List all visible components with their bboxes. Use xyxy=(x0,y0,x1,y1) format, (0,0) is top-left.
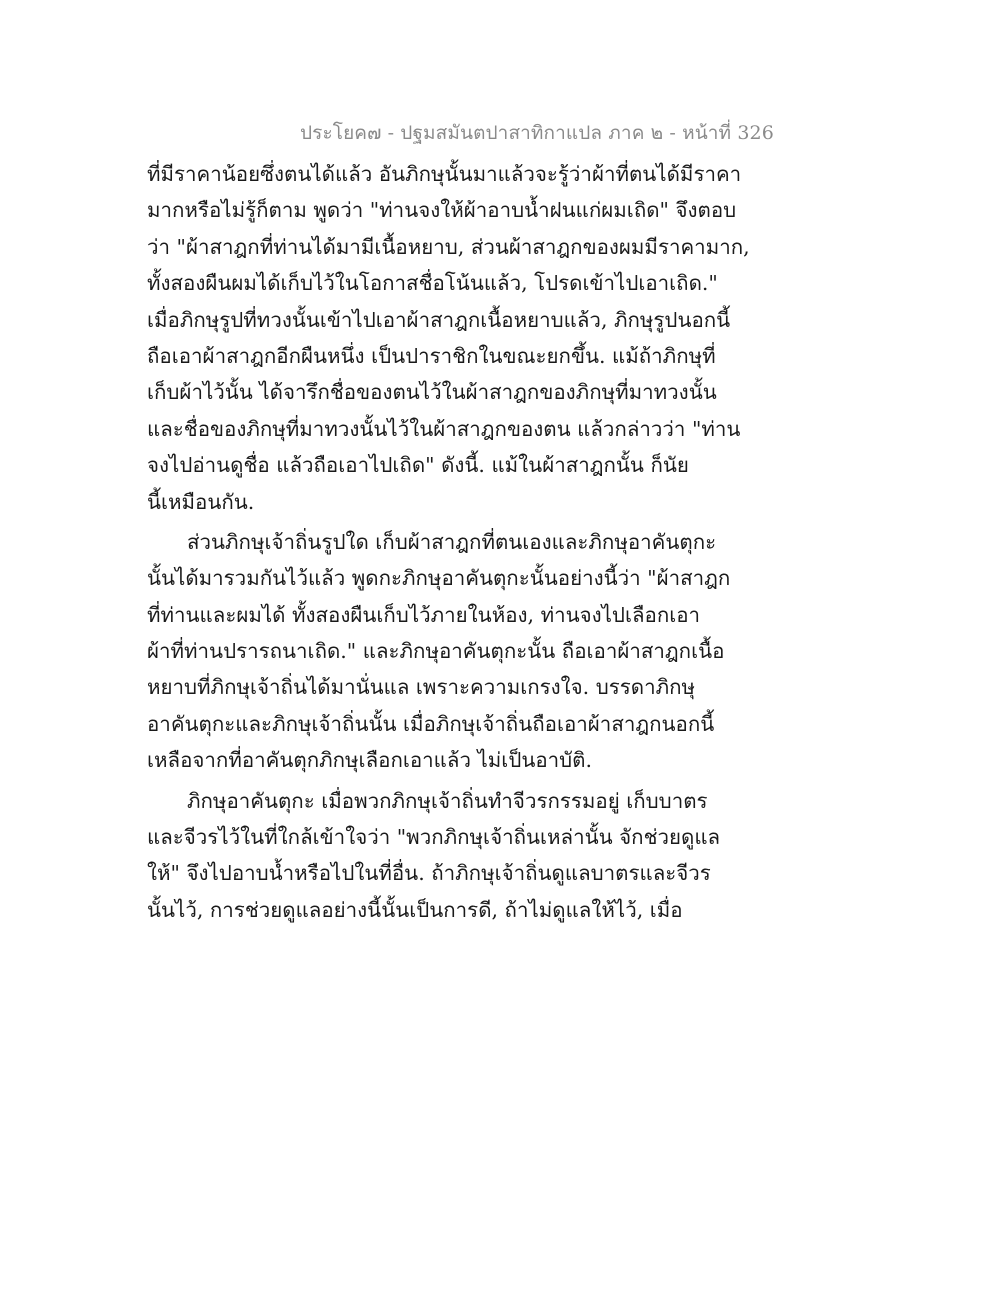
body-text xyxy=(147,156,750,928)
text-line: เก็บผ้าไว้นั้น ได้จารึกชื่อของตนไว้ในผ้าสาฎกของภิกษุที่มาทวงนั้น xyxy=(147,380,717,405)
text-line: หยาบที่ภิกษุเจ้าถิ่นได้มานั่นแล เพราะความเกรงใจ. บรรดาภิกษุ xyxy=(147,675,696,700)
text-line: ว่า "ผ้าสาฎกที่ท่านได้มามีเนื้อหยาบ, ส่วนผ้าสาฎกของผมมีราคามาก, xyxy=(147,234,750,259)
paragraph xyxy=(147,524,731,779)
paragraph xyxy=(147,156,750,520)
running-head: ประโยค๗ - ปฐมสมันตปาสาทิกาแปล ภาค ๒ - หน้าที่ 326 xyxy=(300,122,774,144)
text-line: ผ้าที่ท่านปรารถนาเถิด." และภิกษุอาคันตุกะนั้น ถือเอาผ้าสาฎกเนื้อ xyxy=(147,639,725,664)
text-line: และชื่อของภิกษุที่มาทวงนั้นไว้ในผ้าสาฎกของตน แล้วกล่าวว่า "ท่าน xyxy=(147,416,741,441)
text-line: นี้เหมือนกัน. xyxy=(147,489,255,514)
text-line: ถือเอาผ้าสาฎกอีกผืนหนึ่ง เป็นปาราชิกในขณะยกขึ้น. แม้ถ้าภิกษุที่ xyxy=(147,343,716,368)
text-line: ส่วนภิกษุเจ้าถิ่นรูปใด เก็บผ้าสาฎกที่ตนเองและภิกษุอาคันตุกะ xyxy=(187,529,717,554)
text-line: ทั้งสองผืนผมได้เก็บไว้ในโอกาสชื่อโน้นแล้ว, โปรดเข้าไปเอาเถิด." xyxy=(147,271,718,296)
text-line: ที่มีราคาน้อยซึ่งตนได้แล้ว อันภิกษุนั้นมาแล้วจะรู้ว่าผ้าที่ตนได้มีราคา xyxy=(147,162,742,186)
text-line: จงไปอ่านดูชื่อ แล้วถือเอาไปเถิด" ดังนี้. แม้ในผ้าสาฎกนั้น ก็นัย xyxy=(147,453,689,478)
text-line: นั้นไว้, การช่วยดูแลอย่างนี้นั้นเป็นการดี, ถ้าไม่ดูแลให้ไว้, เมื่อ xyxy=(147,897,683,922)
text-line: ภิกษุอาคันตุกะ เมื่อพวกภิกษุเจ้าถิ่นทำจีวรกรรมอยู่ เก็บบาตร xyxy=(187,788,708,813)
text-line: นั้นได้มารวมกันไว้แล้ว พูดกะภิกษุอาคันตุกะนั้นอย่างนี้ว่า "ผ้าสาฎก xyxy=(147,566,731,591)
text-line: อาคันตุกะและภิกษุเจ้าถิ่นนั้น เมื่อภิกษุเจ้าถิ่นถือเอาผ้าสาฎกนอกนี้ xyxy=(147,711,715,736)
text-line: เหลือจากที่อาคันตุกภิกษุเลือกเอาแล้ว ไม่เป็นอาบัติ. xyxy=(147,748,593,773)
text-line: เมื่อภิกษุรูปที่ทวงนั้นเข้าไปเอาผ้าสาฎกเนื้อหยาบแล้ว, ภิกษุรูปนอกนี้ xyxy=(147,307,731,332)
text-line: มากหรือไม่รู้ก็ตาม พูดว่า "ท่านจงให้ผ้าอาบน้ำฝนแก่ผมเถิด" จึงตอบ xyxy=(147,198,737,223)
text-line: ให้" จึงไปอาบน้ำหรือไปในที่อื่น. ถ้าภิกษุเจ้าถิ่นดูแลบาตรและจีวร xyxy=(147,861,711,886)
text-line: ที่ท่านและผมได้ ทั้งสองผืนเก็บไว้ภายในห้อง, ท่านจงไปเลือกเอา xyxy=(147,602,701,627)
paragraph xyxy=(147,783,721,929)
text-line: และจีวรไว้ในที่ใกล้เข้าใจว่า "พวกภิกษุเจ้าถิ่นเหล่านั้น จักช่วยดูแล xyxy=(147,825,721,850)
